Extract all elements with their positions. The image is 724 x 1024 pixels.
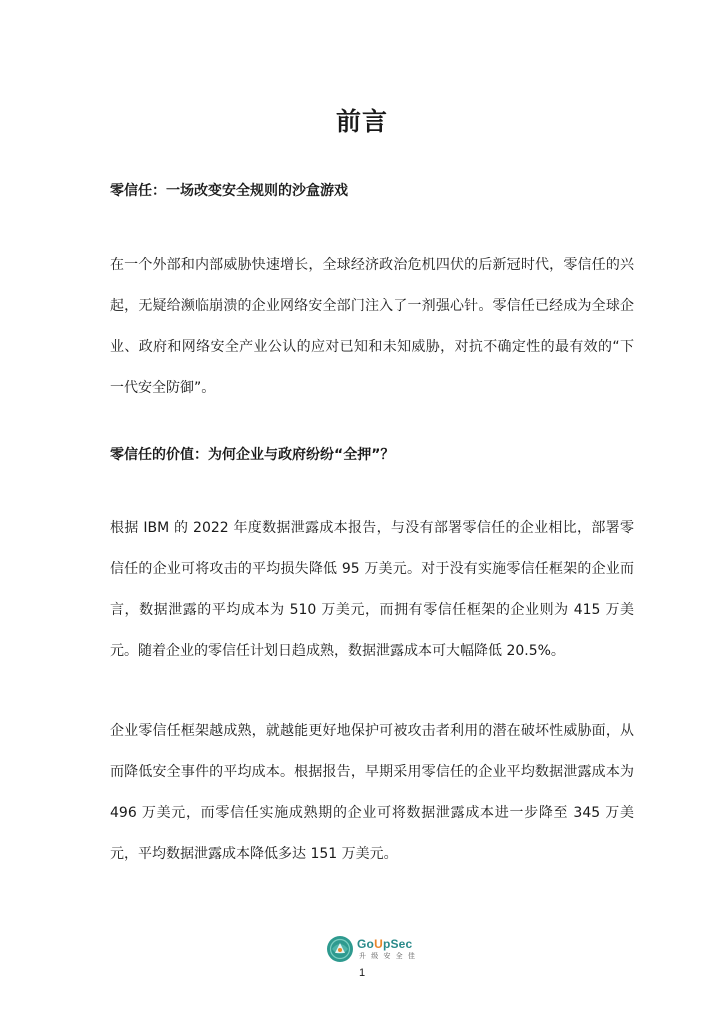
section-heading-value: 零信任的价值：为何企业与政府纷纷“全押”？ <box>110 447 395 463</box>
logo-wordmark: GoUpSec <box>357 937 413 951</box>
page-title: 前言 <box>335 107 388 136</box>
section-heading-zero-trust: 零信任：一场改变安全规则的沙盒游戏 <box>110 183 348 199</box>
gousec-logo-icon <box>326 935 354 963</box>
paragraph-maturity: 企业零信任框架越成熟，就越能更好地保护可被攻击者利用的潜在破坏性威胁面，从而降低安全事件的平均成本。根据报告，早期采用零信任的企业平均数据泄露成本为 496 万美元，而零信任实施成熟期的企业可将数据泄露成本进一步降至 345 万美元，平均数据泄露成本降低多达 151 万美元。 <box>110 723 634 862</box>
paragraph-intro: 在一个外部和内部威胁快速增长，全球经济政治危机四伏的后新冠时代，零信任的兴起，无疑给濒临崩溃的企业网络安全部门注入了一剂强心针。零信任已经成为全球企业、政府和网络安全产业公认的应对已知和未知威胁，对抗不确定性的最有效的“下一代安全防御”。 <box>110 257 634 396</box>
paragraph-ibm-report: 根据 IBM 的 2022 年度数据泄露成本报告，与没有部署零信任的企业相比，部署零信任的企业可将攻击的平均损失降低 95 万美元。对于没有实施零信任框架的企业而言，数据泄露的平均成本为 510 万美元，而拥有零信任框架的企业则为 415 万美元。随着企业的零信任计划日趋成熟，数据泄露成本可大幅降低 20.5%。 <box>110 520 634 659</box>
footer-logo <box>326 935 417 965</box>
page-number: 1 <box>358 967 366 979</box>
logo-subtitle: 升 级 安 全 佳 <box>359 952 417 960</box>
